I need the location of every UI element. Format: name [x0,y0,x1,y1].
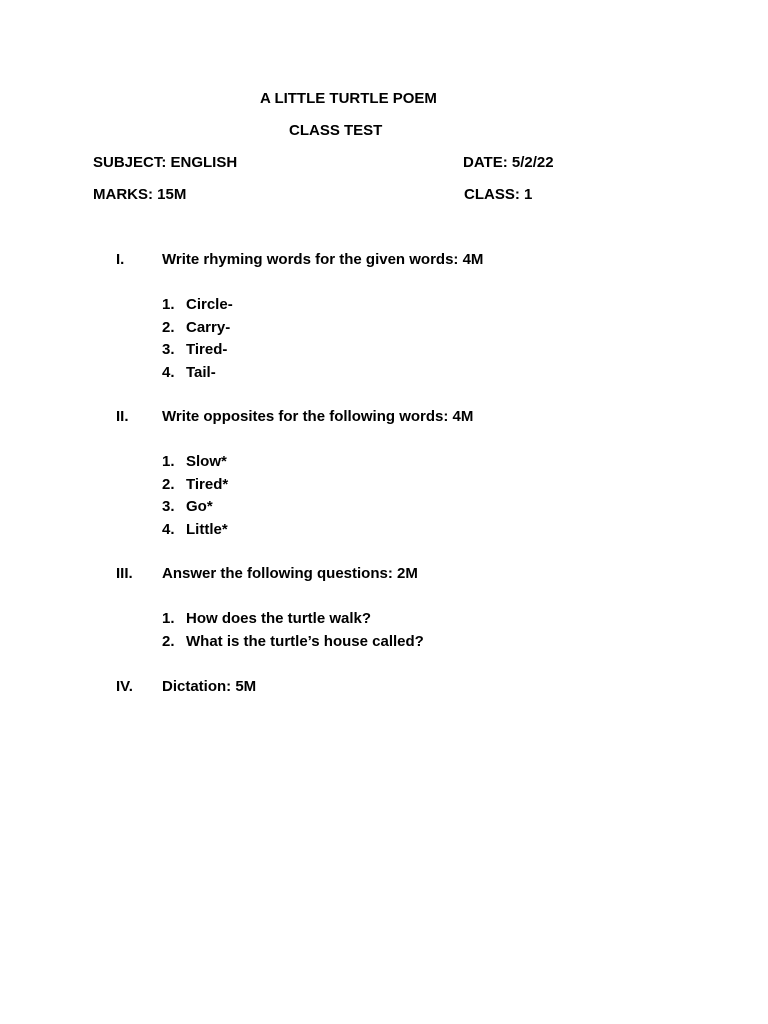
section-numeral: III. [116,565,133,582]
section-numeral: IV. [116,678,133,695]
item-number: 4. [162,520,175,538]
date-label: DATE: 5/2/22 [463,154,554,171]
test-type-label: CLASS TEST [289,122,383,139]
section-numeral: II. [116,408,129,425]
list-item [162,521,228,544]
list-item [162,610,424,633]
section-heading: Answer the following questions: 2M [162,565,418,582]
section-numeral: I. [116,251,125,268]
section-heading: Write rhyming words for the given words: 4M [162,251,484,268]
item-number: 2. [162,475,175,493]
list-item [162,341,233,364]
question-list [162,453,228,543]
list-item [162,319,233,342]
list-item [162,498,228,521]
item-text: Go* [186,498,213,515]
item-number: 2. [162,632,175,650]
item-text: Circle- [186,296,233,313]
item-text: Tail- [186,363,216,381]
class-label: CLASS: 1 [464,186,533,203]
item-number: 2. [162,318,175,336]
list-item [162,633,424,656]
list-item [162,296,233,319]
item-text: Slow* [186,453,227,470]
list-item [162,364,233,387]
item-text: Tired- [186,341,228,358]
list-item [162,476,228,499]
item-number: 3. [162,341,175,358]
item-number: 1. [162,610,175,627]
subject-label: SUBJECT: ENGLISH [93,154,238,171]
item-number: 1. [162,296,175,313]
item-number: 4. [162,363,175,381]
item-text: How does the turtle walk? [186,610,372,627]
item-text: Tired* [186,475,229,493]
page-title: A LITTLE TURTLE POEM [260,90,437,107]
item-text: What is the turtle’s house called? [186,632,424,650]
question-list [162,296,233,386]
question-list [162,610,424,655]
item-text: Little* [186,520,228,538]
marks-label: MARKS: 15M [93,186,187,203]
item-number: 1. [162,453,175,470]
item-number: 3. [162,498,175,515]
section-heading: Write opposites for the following words: 4M [162,408,474,425]
item-text: Carry- [186,318,231,336]
section-heading: Dictation: 5M [162,678,257,695]
list-item [162,453,228,476]
